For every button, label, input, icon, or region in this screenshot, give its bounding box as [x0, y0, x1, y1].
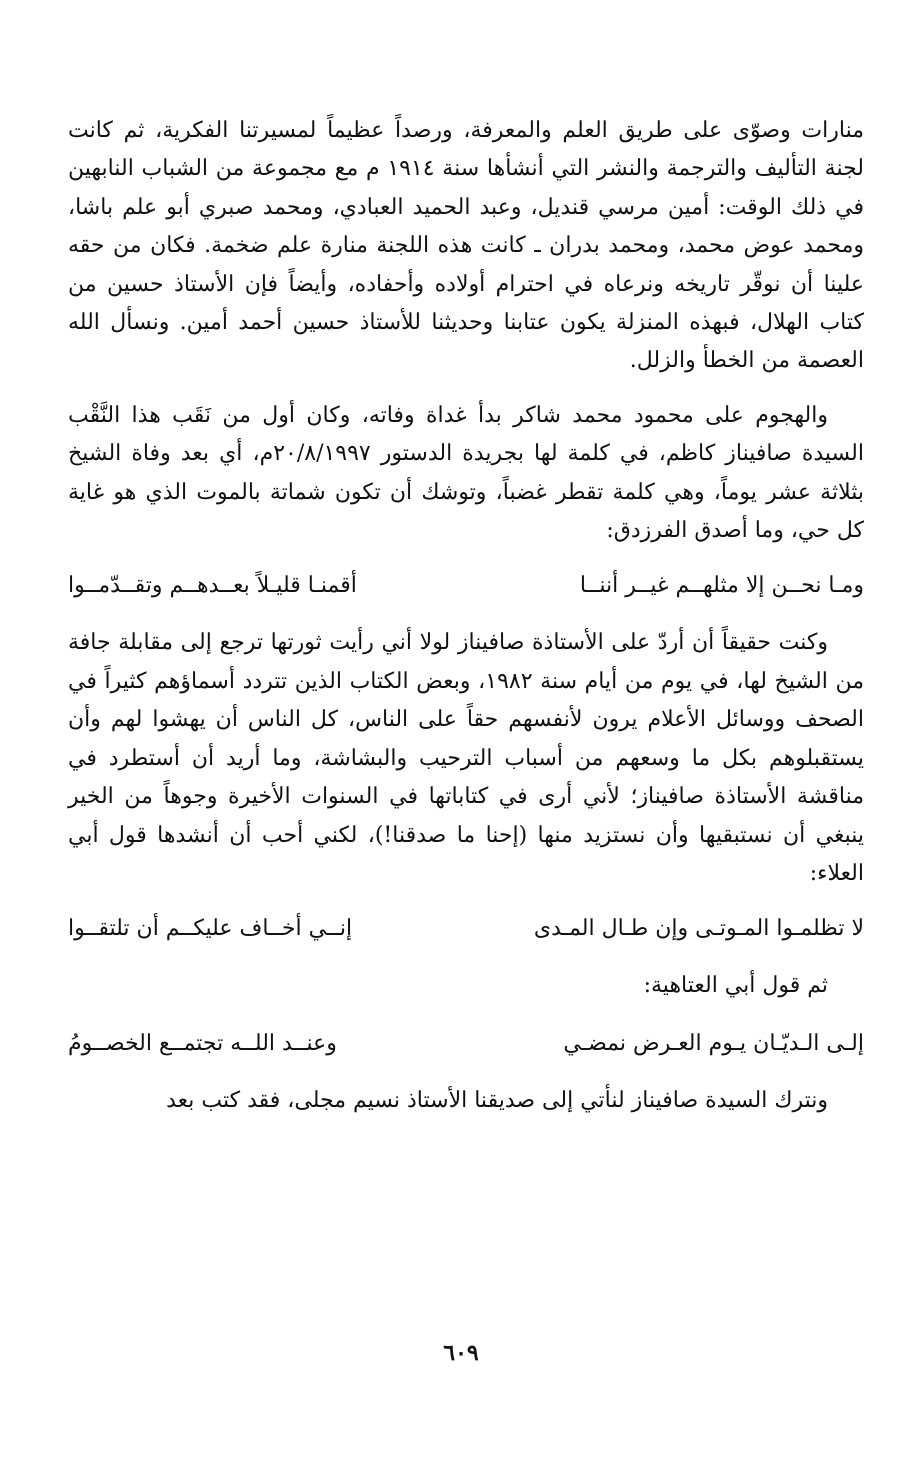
paragraph-2: والهجوم على محمود محمد شاكر بدأ غداة وفاته، وكان أول من نَقَب هذا النَّقْب السيدة صافيناز كاظم، في كلمة لها بجريدة الدستور ٢٠/٨/١٩٩٧م، أي بعد وفاة الشيخ بثلاثة عشر يوماً، وهي كلمة تقطر غضباً، وتوشك أن تكون شماتة بالموت الذي هو غاية كل حي، وما أصدق الفرزدق:: [68, 402, 864, 544]
verse-abu-al-ala: [68, 909, 864, 949]
verse-second-hemistich: أقمنـا قليـلاً بعــدهــم وتقــدّمــوا: [68, 573, 357, 599]
verse-intro: ثم قول أبي العتاهية:: [643, 973, 828, 999]
verse-first-hemistich: ومـا نحــن إلا مثلهــم غيــر أننــا: [579, 573, 864, 599]
verse-farazdaq: [68, 566, 864, 606]
page-number: ٦٠٩: [443, 1340, 479, 1366]
paragraph-1: منارات وصوّى على طريق العلم والمعرفة، ورصداً عظيماً لمسيرتنا الفكرية، ثم كانت لجنة التأليف والترجمة والنشر التي أنشأها سنة ١٩١٤ م مع مجموعة من الشباب النابهين في ذلك الوقت: أمين مرسي قنديل، وعبد الحميد العبادي، ومحمد صبري أبو علم باشا، ومحمد عوض محمد، ومحمد بدران ـ كانت هذه اللجنة منارة علم ضخمة. فكان من حقه علينا أن نوقّر تاريخه ونرعاه في احترام أولاده وأحفاده، وأيضاً فإن الأستاذ حسين من كتاب الهلال، فبهذه المنزلة يكون عتابنا وحديثنا للأستاذ حسين أحمد أمين. ونسأل الله العصمة من الخطأ والزلل.: [68, 118, 864, 374]
page-body: [68, 112, 864, 1136]
verse-first-hemistich: لا تظلمـوا المـوتـى وإن طـال المـدى: [533, 916, 864, 942]
verse-abu-al-atahiya: [68, 1024, 864, 1064]
verse-second-hemistich: إنــي أخــاف عليكــم أن تلتقــوا: [68, 916, 353, 942]
verse-first-hemistich: إلـى الـديّـان يـوم العـرض نمضـي: [563, 1030, 864, 1056]
paragraph-3: وكنت حقيقاً أن أردّ على الأستاذة صافيناز لولا أني رأيت ثورتها ترجع إلى مقابلة جافة من الشيخ لها، في يوم من أيام سنة ١٩٨٢، وبعض الكتاب الذين تتردد أسماؤهم كثيراً في الصحف ووسائل الأعلام يرون لأنفسهم حقاً على الناس، كل الناس أن يهشوا لهم وأن يستقبلوهم بكل ما وسعهم من أسباب الترحيب والبشاشة، وما أريد أن أستطرد في مناقشة الأستاذة صافيناز؛ لأني أرى في كتاباتها في السنوات الأخيرة وجوهاً من الخير ينبغي أن نستبقيها وأن نستزيد منها (إحنا ما صدقنا!)، لكني أحب أن أنشدها قول أبي العلاء:: [68, 630, 864, 886]
verse-second-hemistich: وعنــد اللــه تجتمــع الخصــومُ: [68, 1030, 337, 1056]
paragraph-4: ونترك السيدة صافيناز لنأتي إلى صديقنا الأستاذ نسيم مجلى، فقد كتب بعد: [166, 1087, 828, 1113]
